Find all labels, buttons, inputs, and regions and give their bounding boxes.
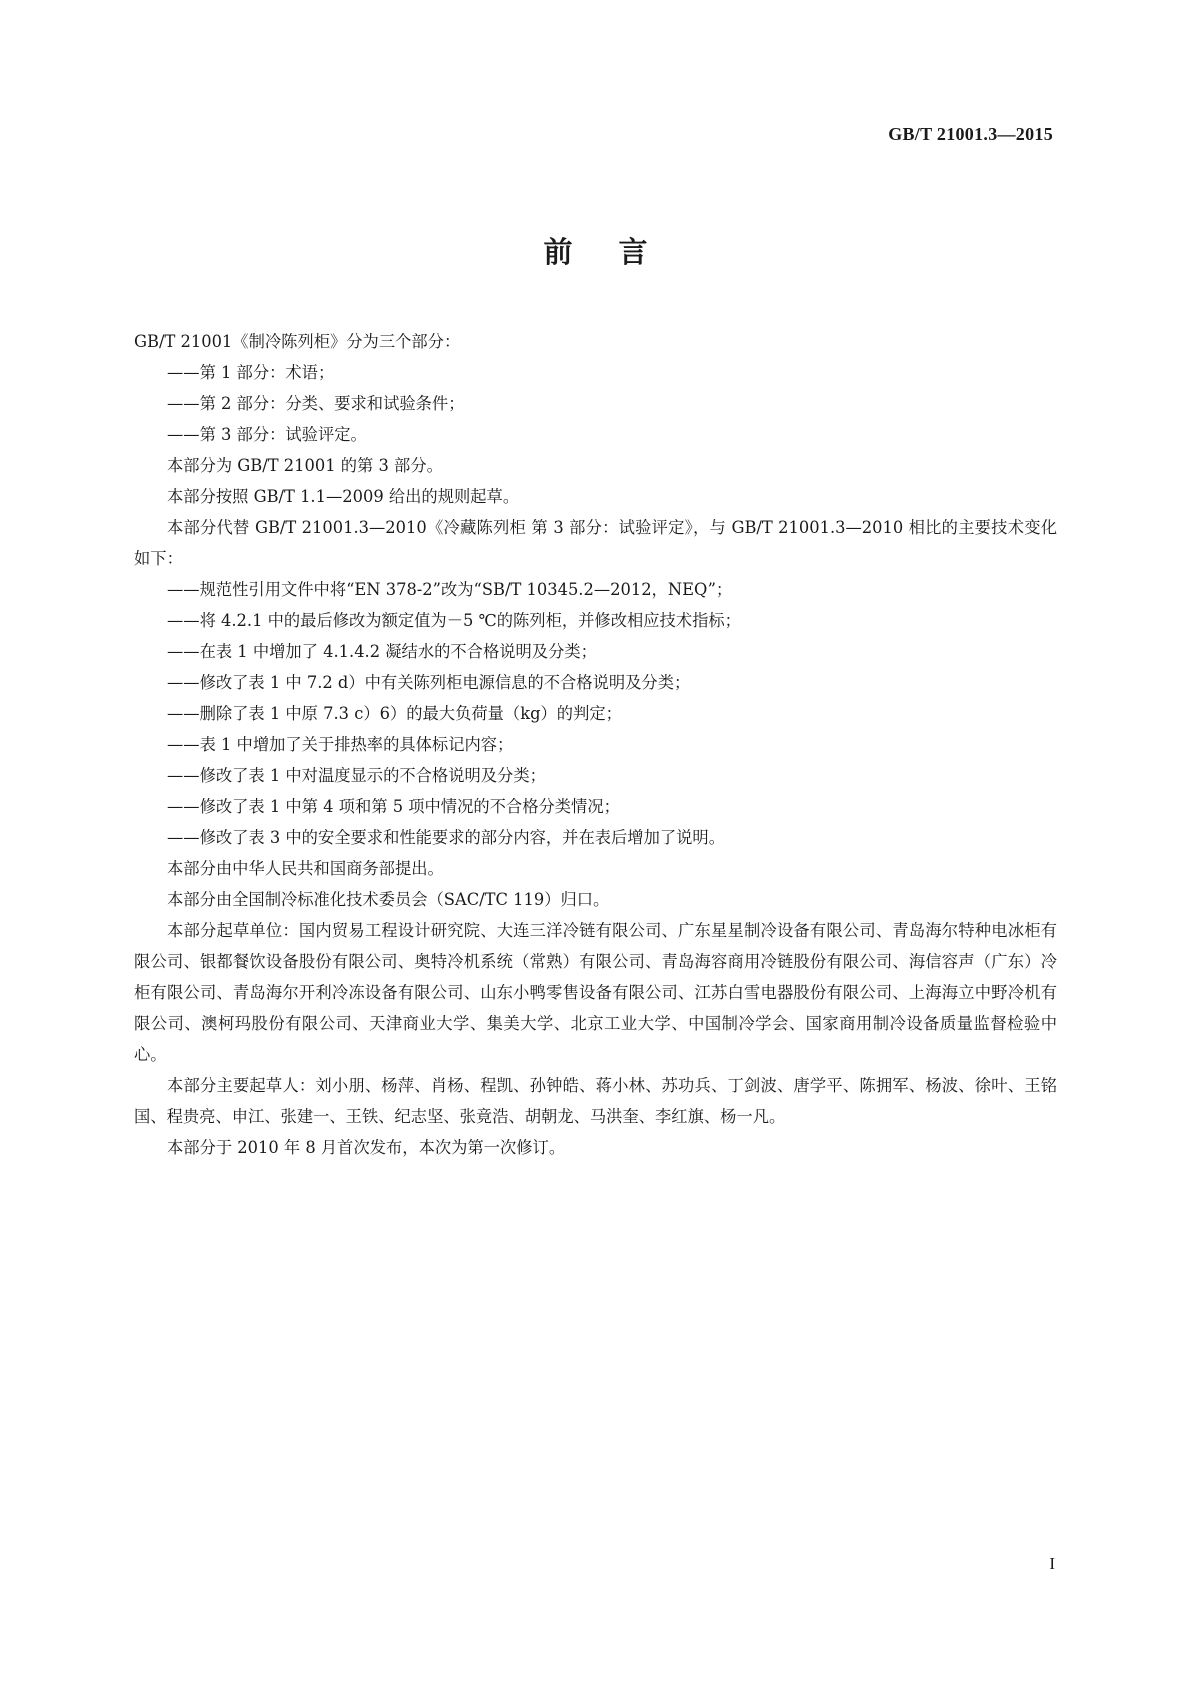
drafting-units-paragraph: 本部分起草单位：国内贸易工程设计研究院、大连三洋冷链有限公司、广东星星制冷设备有限公司、青岛海尔特种电冰柜有限公司、银都餐饮设备股份有限公司、奥特冷机系统（常熟）有限公司、青岛海容商用冷链股份有限公司、海信容声（广东）冷柜有限公司、青岛海尔开利冷冻设备有限公司、山东小鸭零售设备有限公司、江苏白雪电器股份有限公司、上海海立中野冷机有限公司、澳柯玛股份有限公司、天津商业大学、集美大学、北京工业大学、中国制冷学会、国家商用制冷设备质量监督检验中心。 — [134, 921, 1057, 1064]
list-item-change-8: ——修改了表 1 中第 4 项和第 5 项中情况的不合格分类情况； — [167, 797, 620, 816]
list-item-part-1: ——第 1 部分：术语； — [167, 363, 335, 382]
list-item-change-3: ——在表 1 中增加了 4.1.4.2 凝结水的不合格说明及分类； — [167, 642, 597, 661]
list-item-change-1: ——规范性引用文件中将“EN 378-2”改为“SB/T 10345.2—2012，NEQ”； — [167, 580, 733, 599]
list-item-change-5: ——删除了表 1 中原 7.3 c）6）的最大负荷量（kg）的判定； — [167, 704, 622, 723]
document-body — [134, 326, 1057, 1163]
drafters-paragraph: 本部分主要起草人：刘小朋、杨萍、肖杨、程凯、孙钟皓、蒋小林、苏功兵、丁剑波、唐学平、陈拥军、杨波、徐叶、王铭国、程贵亮、申江、张建一、王铁、纪志坚、张竟浩、胡朝龙、马洪奎、李红旗、杨一凡。 — [134, 1076, 1057, 1126]
list-item-change-4: ——修改了表 1 中 7.2 d）中有关陈列柜电源信息的不合格说明及分类； — [167, 673, 691, 692]
drafting-rule-paragraph: 本部分按照 GB/T 1.1—2009 给出的规则起草。 — [167, 487, 520, 506]
list-item-part-3: ——第 3 部分：试验评定。 — [167, 425, 367, 444]
list-item-change-7: ——修改了表 1 中对温度显示的不合格说明及分类； — [167, 766, 546, 785]
standard-number: GB/T 21001.3—2015 — [888, 124, 1053, 144]
page-title: 前言 — [543, 235, 694, 269]
replaces-paragraph: 本部分代替 GB/T 21001.3—2010《冷藏陈列柜 第 3 部分：试验评定》，与 GB/T 21001.3—2010 相比的主要技术变化如下： — [134, 518, 1057, 568]
list-item-change-2: ——将 4.2.1 中的最后修改为额定值为－5 ℃的陈列柜，并修改相应技术指标； — [167, 611, 741, 630]
list-item-change-6: ——表 1 中增加了关于排热率的具体标记内容； — [167, 735, 514, 754]
part-statement-paragraph: 本部分为 GB/T 21001 的第 3 部分。 — [167, 456, 443, 475]
list-item-part-2: ——第 2 部分：分类、要求和试验条件； — [167, 394, 465, 413]
managed-by-paragraph: 本部分由全国制冷标准化技术委员会（SAC/TC 119）归口。 — [167, 890, 610, 909]
intro-paragraph: GB/T 21001《制冷陈列柜》分为三个部分： — [134, 332, 461, 351]
page-number: I — [1049, 1554, 1055, 1573]
history-paragraph: 本部分于 2010 年 8 月首次发布，本次为第一次修订。 — [167, 1138, 566, 1157]
proposed-by-paragraph: 本部分由中华人民共和国商务部提出。 — [167, 859, 444, 878]
list-item-change-9: ——修改了表 3 中的安全要求和性能要求的部分内容，并在表后增加了说明。 — [167, 828, 725, 847]
